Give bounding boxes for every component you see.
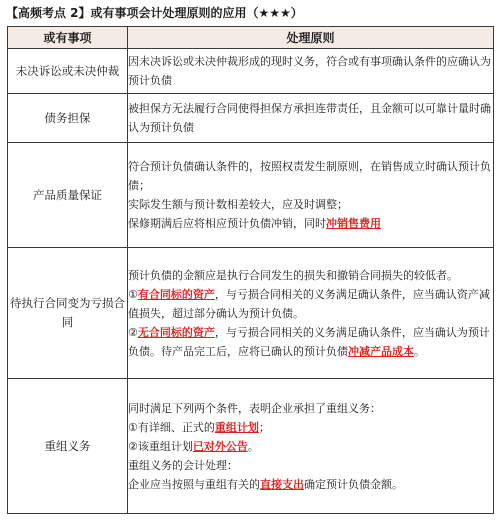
principle-text: 同时满足下列两个条件，表明企业承担了重组义务： [128, 401, 381, 415]
principle-line [128, 195, 493, 214]
principle-text: 因未决诉讼或未决仲裁形成的现时义务，符合或有事项确认条件的应确认为预计负债 [128, 55, 491, 87]
header-contingency: 或有事项 [8, 27, 128, 49]
principle-text: ①有详细、正式的 [128, 420, 215, 434]
table-header-row [8, 27, 494, 49]
principle-line [128, 323, 493, 361]
table-row [8, 248, 494, 379]
highlight-phrase: 直接支出 [260, 477, 304, 491]
principle-text: 实际发生额与预计数相差较大，应及时调整； [128, 198, 348, 211]
principle-line [128, 418, 493, 437]
principle-text: ，与亏损合同相关的义务满足确认条件，应当确认资产减值损失，超过部分确认为预计负债。 [128, 287, 490, 320]
row-item: 未决诉讼或未决仲裁 [8, 49, 128, 94]
header-principle: 处理原则 [128, 27, 494, 49]
row-principle [128, 49, 494, 94]
principle-text: ②该重组计划 [128, 439, 193, 453]
table-row [8, 143, 494, 248]
row-principle [128, 143, 494, 248]
highlight-phrase: 无合同标的资产 [137, 325, 215, 339]
principle-text: 符合预计负债确认条件的，按照权责发生制原则，在销售成立时确认预计负债； [128, 160, 491, 192]
table-row [8, 94, 494, 143]
principle-line [128, 214, 493, 233]
highlight-phrase: 已对外公告 [192, 439, 248, 453]
principle-text: 被担保方无法履行合同使得担保方承担连带责任，且金额可以可靠计量时确认为预计负债 [128, 102, 491, 134]
row-item: 重组义务 [8, 379, 128, 514]
principle-text: ，与亏损合同相关的义务满足确认条件，应当确认为预计负债。待产品完工后，应将已确认的预计负债 [128, 325, 490, 358]
highlight-phrase: 冲减产品成本 [348, 344, 414, 358]
highlight-phrase: 重组计划 [214, 420, 259, 434]
row-principle [128, 379, 494, 514]
page-title: 【高频考点 2】或有事项会计处理原则的应用（★★★） [6, 6, 303, 20]
principle-text: ① [128, 287, 138, 301]
principle-line [128, 285, 493, 323]
table-row [8, 49, 494, 94]
principle-text: 预计负债的金额应是执行合同发生的损失和撤销合同损失的较低者。 [128, 268, 458, 282]
principle-text: 重组义务的会计处理： [128, 458, 238, 472]
row-principle [128, 94, 494, 143]
principle-text: 。 [414, 344, 425, 358]
principle-text: 企业应当按照与重组有关的 [128, 477, 260, 491]
row-item: 产品质量保证 [8, 143, 128, 248]
principle-text: 确定预计负债金额。 [304, 477, 403, 491]
principle-text: ； [258, 420, 270, 434]
row-item: 待执行合同变为亏损合同 [8, 248, 128, 379]
principle-line [128, 52, 493, 90]
principle-line [128, 456, 493, 475]
highlight-phrase: 冲销售费用 [326, 217, 381, 230]
table-row [8, 379, 494, 514]
highlight-phrase: 有合同标的资产 [137, 287, 215, 301]
principle-line [128, 399, 493, 418]
row-item: 债务担保 [8, 94, 128, 143]
principle-text: ② [128, 325, 138, 339]
principle-text: 。 [247, 439, 259, 453]
contingency-table [7, 26, 494, 514]
principle-line [128, 437, 493, 456]
principle-line [128, 475, 493, 494]
principle-line [128, 99, 493, 137]
principle-line [128, 157, 493, 195]
principle-text: 保修期满后应将相应预计负债冲销，同时 [128, 217, 326, 230]
row-principle [128, 248, 494, 379]
principle-line [128, 266, 493, 285]
